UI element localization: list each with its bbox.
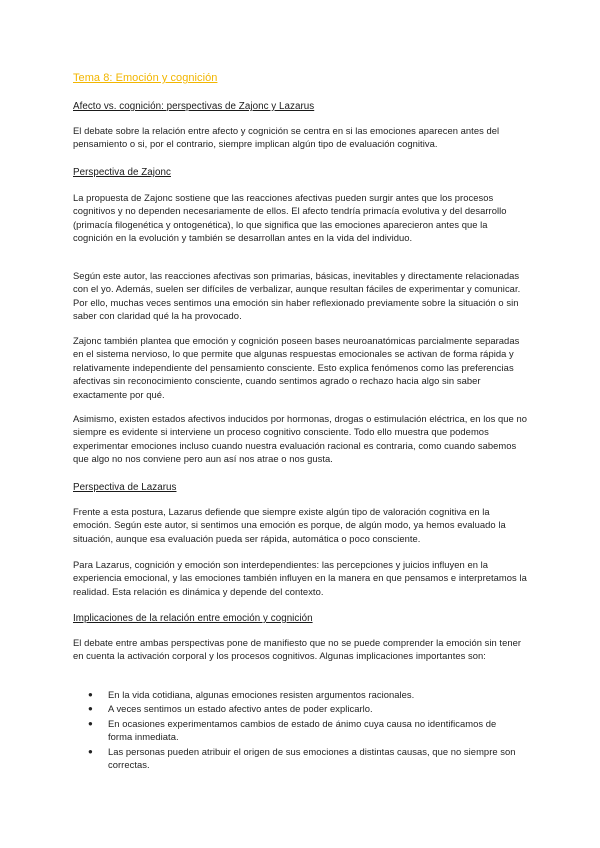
paragraph-text: El debate entre ambas perspectivas pone de manifiesto que no se puede comprender la emoción sin tener en cuenta la activación corporal y los procesos cognitivos. Algunas implicaciones importantes son: [73, 637, 522, 662]
document-title: Tema 8: Emoción y cognición [73, 72, 218, 84]
paragraph-zajonc-2 [73, 269, 529, 323]
paragraph-zajonc-1 [73, 191, 529, 245]
paragraph-text: Según este autor, las reacciones afectivas son primarias, básicas, inevitables y directamente relacionadas con el yo. Además, suelen ser difíciles de verbalizar, aunque resultan fáciles de experimentar y comunicar. Por ello, muchas veces sentimos una emoción sin haber reflexionado previamente sobre la situación o sin saber con claridad qué la ha provocado. [73, 270, 521, 322]
section-heading-lazarus: Perspectiva de Lazarus [73, 482, 177, 493]
list-item: ● En la vida cotidiana, algunas emociones resisten argumentos racionales. [73, 688, 523, 701]
section-heading-afecto-cognicion: Afecto vs. cognición: perspectivas de Zajonc y Lazarus [73, 101, 315, 112]
paragraph-zajonc-3 [73, 334, 529, 401]
paragraph-lazarus-1 [73, 505, 529, 545]
paragraph-text: El debate sobre la relación entre afecto y cognición se centra en si las emociones aparecen antes del pensamiento o si, por el contrario, siempre implican algún tipo de evaluación cognitiva. [73, 125, 500, 150]
section-heading-implicaciones: Implicaciones de la relación entre emoción y cognición [73, 613, 313, 624]
implications-list [73, 688, 523, 772]
paragraph-implicaciones [73, 636, 529, 663]
list-item: ● En ocasiones experimentamos cambios de estado de ánimo cuya causa no identificamos de forma inmediata. [73, 717, 523, 744]
paragraph-intro [73, 124, 529, 151]
paragraph-text: Zajonc también plantea que emoción y cognición poseen bases neuroanatómicas parcialmente separadas en el sistema nervioso, lo que permite que algunas respuestas emocionales se activan de forma rápida y relativamente independiente del pensamiento consciente. Esto explica fenómenos como las preferencias afectivas sin reconocimiento consciente, cuando sentimos agrado o rechazo hacia algo sin saber exactamente por qué. [73, 335, 520, 400]
list-item: ● A veces sentimos un estado afectivo antes de poder explicarlo. [73, 702, 523, 715]
paragraph-text: Frente a esta postura, Lazarus defiende que siempre existe algún tipo de valoración cognitiva en la emoción. Según este autor, si sentimos una emoción es porque, de algún modo, ya hemos evaluado la situación, aunque esa evaluación pueda ser rápida, automática o poco consciente. [73, 506, 506, 544]
section-heading-zajonc: Perspectiva de Zajonc [73, 167, 171, 178]
paragraph-text: Asimismo, existen estados afectivos inducidos por hormonas, drogas o estimulación eléctrica, en los que no siempre es evidente si interviene un proceso cognitivo consciente. Todo ello muestra que podemos experimentar emociones incluso cuando nuestra evaluación racional es contraria, como cuando sabemos que algo no nos conviene pero aun así nos atrae o nos gusta. [73, 413, 527, 465]
list-item: ● Las personas pueden atribuir el origen de sus emociones a distintas causas, que no siempre son correctas. [73, 745, 523, 772]
paragraph-lazarus-2 [73, 558, 529, 598]
paragraph-zajonc-4 [73, 412, 529, 466]
paragraph-text: La propuesta de Zajonc sostiene que las reacciones afectivas pueden surgir antes que los procesos cognitivos y no dependen necesariamente de ellos. El afecto tendría primacía evolutiva y del desarrollo (primacía filogenética y ontogenética), lo que significa que las emociones aparecieron antes que la cognición en la evolución y también se desarrollan antes en la vida del individuo. [73, 192, 507, 244]
paragraph-text: Para Lazarus, cognición y emoción son interdependientes: las percepciones y juicios influyen en la experiencia emocional, y las emociones también influyen en la manera en que pensamos e interpretamos la realidad. Esta relación es dinámica y depende del contexto. [73, 559, 527, 597]
